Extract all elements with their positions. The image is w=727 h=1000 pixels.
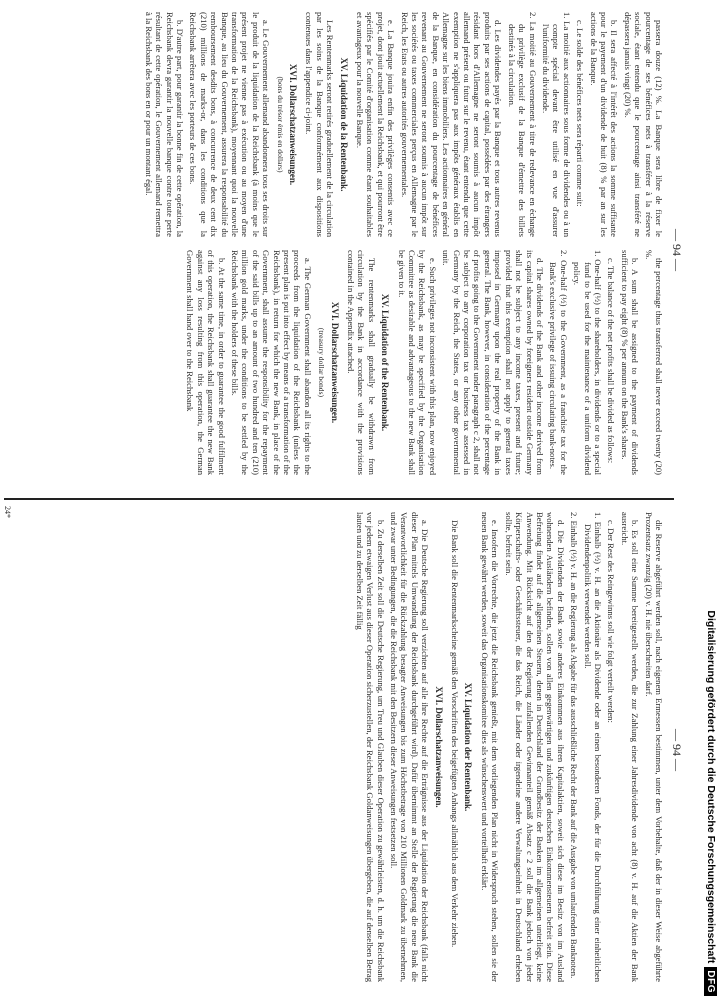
paragraph: e. Such privileges not inconsistent with this plan, now enjoyed by the Reichsbank, as may be specified by the Organisation Committee as desirable and advantageous to the new Bank shall be given to it. (396, 250, 438, 475)
left-page-number: — 94 — (670, 229, 684, 271)
paragraph: die Reserve abgeführt werden soll, nach eigenem Ermessen bestimmen, unter dem Vorbehalte, daß der in dieser Weise abgeführte Prozentsatz zwanzig (20) v. H. nie überschreiten darf. (643, 512, 664, 982)
paragraph: d. The dividends of the Bank and other income derived from its capital shares owned by foreigners resident outside Germany shall not be subject to any income taxes, present and future; provided that this exemption shall not apply to general taxes imposed in Germany upon the real property of the Bank in general. The Bank, however, in consideration of the percentage of profits going to the Government under paragraph c 2, shall not be subject to any corporation tax or business tax assessed in Germany by the Reich, the States, or any other governmental unit. (441, 250, 545, 475)
page-footer (2, 500, 12, 1000)
section-subtitle: (treasury dollar bonds) (317, 327, 327, 398)
page-signature: 24* (3, 506, 12, 518)
paragraph: Die Bank soll die Rentenmarkscheine gemäß den Vorschriften des beigefügten Anhangs allmählich aus dem Verkehr ziehen. (450, 520, 461, 948)
paragraph: c. The balance of the net profits shall be divided as follows: (606, 258, 617, 464)
section-heading: XVI. Dollarschatzanweisungen. (329, 301, 340, 424)
paragraph: the percentage thus transferred shall never exceed twenty (20) %. (643, 250, 664, 475)
paragraph: a. Die Deutsche Regierung soll verzichten auf alle ihre Rechte auf die Erträgnisse aus der Liquidation der Reichsbank (falls nicht dieser Plan mittels Umwandlung der Reichsbank durchgeführt wird). Dafür übernimmt an Stelle der Regierung die neue Bank die Verantwortlichkeit für die Rückzahlung besagter Anweisungen bis zum Höchstbetrage von 210 Millionen Goldmark zu übernehmen, und zwar unter Bedingungen, die die Reichsbank mit den Besitzern dieser Anweisungen festsetzen soll. (389, 512, 431, 982)
section-heading: XVI. Dollarschatzanweisungen. (288, 63, 298, 186)
french-text-column (6, 12, 664, 237)
paragraph: a. Le Gouvernement allemand abandonnera tous ses droits sur le produit de la liquidation de la Reichsbank (à moins que le présent projet ne vienne pas à exécution ou au moyen d'une transformation de la Reichsbank), moyennant quoi la nouvelle Banque, au lieu du Gouvernement, assurera la responsabilité du remboursement desdits bons, à concurrence de deux cent dix (210) millions de marks-or, dans les conditions que la Reichsbank arrêtera avec les porteurs de ces bons. (188, 12, 272, 237)
paragraph: b. At the same time, in order to guarantee the good fulfilment of this operation, the Reichsbank shall guarantee the new Bank against any loss resulting from this operation, the German Government shall hand over to the Reichsbank (185, 250, 227, 475)
section-heading: XV. Liquidation de la Rentenbank. (338, 57, 349, 192)
right-page-number: — 94 — (670, 729, 684, 771)
paragraph: c. Der Rest des Reingewinns soll wie folgt verteilt werden: (606, 520, 617, 723)
left-page (0, 0, 690, 500)
paragraph: b. A sum shall be assigned to the payment of dividends sufficient to pay eight (8) % per annum on the Bank's shares. (619, 250, 641, 475)
dfg-credit-text: Digitalisierung gefördert durch die Deutsche Forschungsgemeinschaft (705, 610, 717, 964)
german-text-column (6, 512, 664, 982)
paragraph: b. D'autre part, pour garantir la bonne fin de cette opération, la Reichsbank devra garantir la nouvelle banque contre toute perte résultant de cette opération, le Gouvernement allemand remettra à la Reichsbank des bons en or pour un montant égal. (143, 12, 185, 237)
paragraph: passera douze (12) %. La Banque sera libre de fixer le pourcentage de ses bénéfices nets à transférer à la réserve sociale, étant entendu que le pourcentage ainsi transféré ne dépassera jamais vingt (20) %. (622, 12, 664, 237)
paragraph: The rentenmarks shall gradually be withdrawn from circulation by the Bank in accordance with the provisions contained in the Appendix attached. (346, 250, 377, 475)
list-item: 1. One-half (½) to the shareholders, in dividends or to a special fund to be used for the maintenance of a uniform dividend policy. (572, 250, 603, 475)
paragraph: e. La Banque jouira enfin des privilèges consentis avec ce projet, dont jouit actuellement la Reichsbank, et qui pourront être spécifiés par le Comité d'organisation comme étant souhaitables et avantageux pour la nouvelle Banque. (355, 12, 397, 237)
paragraph: e. Insofern die Vorrechte, die jetzt die Reichsbank genießt, mit dem vorliegenden Plan nicht in Widerspruch stehen, sollen sie der neuen Bank gewährt werden, soweit das Organisationskomitee dies als wünschenswert und vorteilhaft erklärt. (479, 512, 501, 982)
list-item: 1. Einhalb (½) v. H. an die Aktionäre als Dividende oder an einen besonderen Fonds, der für die Durchführung einer einheitlichen Dividendenpolitik verwendet werden soll. (582, 512, 603, 982)
dfg-credit-strip (700, 0, 722, 1000)
paragraph: b. Es soll eine Summe bereitgestellt werden, die zur Zahlung einer Jahresdividende von acht (8) v. H. auf die Aktien der Bank ausreicht. (619, 512, 641, 982)
list-item: 2. Einhalb (½) v. H. an die Regierung als Abgabe für das ausschließliche Recht der Bank auf die Ausgabe von umlaufenden Banknoten. (569, 512, 580, 979)
paragraph: a. The German Government shall abandon all its rights to the proceeds from the liquidation of the Reichsbank (unless the present plan is put into effect by means of a transformation of the Reichsbank), in return for which the new Bank, in place of the Government, shall assume the responsibility for the repayment of the said bills up to an amount of two hundred and ten (210) million gold marks, under the conditions to be settled by the Reichsbank with the holders of these bills. (229, 250, 313, 475)
section-heading: XV. Liquidation of the Rentenbank. (380, 293, 391, 432)
list-item: 1. La moitié aux actionnaires sous forme de dividendes ou à un compte spécial devant être utilisé en vue d'assurer l'uniformité du dividende. (540, 12, 572, 237)
english-text-column (6, 250, 664, 475)
dfg-logo: DFG (705, 967, 718, 996)
list-item: 2. One-half (½) to the Government, as a franchise tax for the Bank's exclusive privilege of issuing circulating bank-notes. (548, 250, 569, 475)
list-item: 2. La moitié au Gouvernement à titre de redevance en échange du privilège exclusif de la Banque d'émettre des billets destinés à la circulation. (506, 12, 538, 237)
section-heading: XVI. Dollarschatzanweisungen. (433, 686, 444, 808)
section-subtitle: (bons du trésor émis en dollars) (275, 76, 285, 173)
paragraph: b. Zu derselben Zeit soll die Deutsche Regierung, um Treu und Glauben dieser Operation zu gewährleisten, d. h. um die Reichsbank vor jedem etwaigen Verlust aus dieser Operation sicherzustellen, der Reichsbank Goldanweisungen übergeben, die auf denselben Betrag lauten und zu derselben Zeit fällig (354, 512, 386, 982)
paragraph: c. Le solde des bénéfices nets sera réparti comme suit: (575, 20, 586, 207)
section-heading: XV. Liquidation der Rentenbank. (463, 682, 474, 812)
right-page (0, 500, 690, 1000)
paragraph: d. Les dividendes payés par la Banque et tous autres revenus produits par ses actions de capital, possédées par des étrangers résidant hors d'Allemagne ne seront soumis à aucun impôt allemand présent ou futur sur le revenu, étant entendu que cette exemption ne s'appliquera pas aux impôts généraux établis en Allemagne sur les biens immobiliers. Les actionnaires en général de la Banque, en considération du pourcentage de bénéfices revenant au Gouvernement ne seront soumis à aucun impôt sur les sociétés ou taxes commerciales perçus en Allemagne par le Reich, les Etats ou autres autorités gouvernementales. (399, 12, 504, 237)
paragraph: b. Il sera affecté à l'intérêt des actions la somme suffisante pour le payement d'un dividende de huit (8) % par an sur les actions de la Banque. (588, 12, 620, 237)
paragraph: Les Rentenmarks seront retirés graduellement de la circulation par les soins de la Banque conformément aux dispositions contenues dans l'appendice ci-joint. (304, 12, 336, 237)
paragraph: d. Die Dividenden der Bank sowie anderes Einkommen aus ihren Kapitalaktien, soweit sich diese im Besitz von im Ausland wohnenden Ausländern befinden, sollen von allen gegenwärtigen und zukünftigen deutschen Einkommensteuern befreit sein. Diese Befreiung findet auf die allgemeinen Steuern, denen in Deutschland der Grundbesitz der Banken im allgemeinen unterliegt, keine Anwendung. Mit Rücksicht auf den der Regierung zufallenden Gewinnanteil gemäß Absatz c 2 soll die Bank jedoch von jeder Körperschafts- oder Geschäftssteuer, die das Reich, die Länder oder irgendeine andere Verwaltungseinheit in Deutschland erheben sollte, befreit sein. (503, 512, 566, 982)
